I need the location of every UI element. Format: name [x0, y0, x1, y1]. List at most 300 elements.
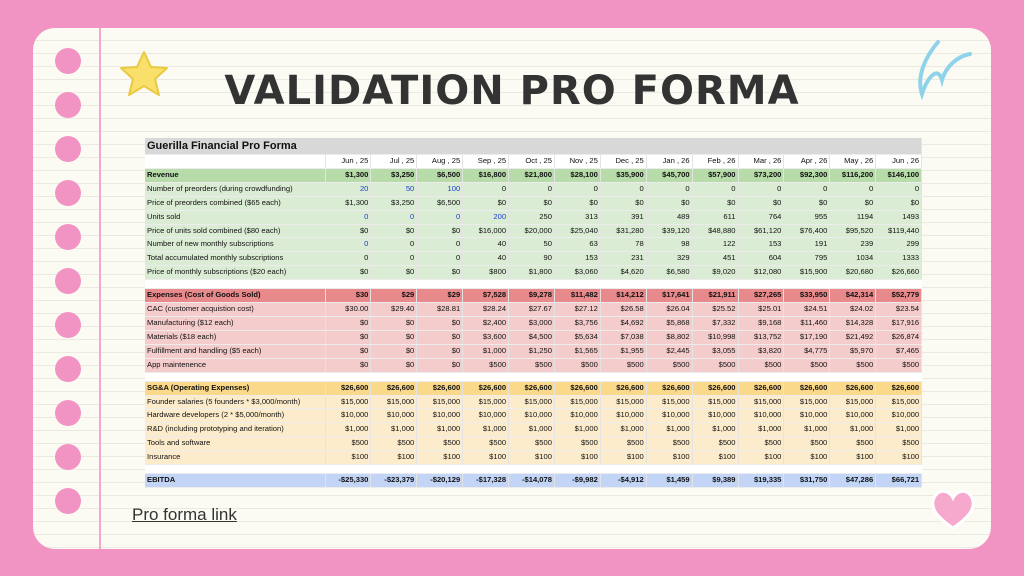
value-cell[interactable]: $1,955	[600, 344, 646, 358]
value-cell[interactable]: $500	[876, 358, 922, 372]
value-cell[interactable]: $500	[600, 437, 646, 451]
value-cell[interactable]: $9,168	[738, 316, 784, 330]
value-cell[interactable]: $100	[646, 451, 692, 465]
value-cell[interactable]: $100	[830, 451, 876, 465]
value-cell[interactable]: 0	[830, 182, 876, 196]
value-cell[interactable]: $0	[417, 344, 463, 358]
value-cell[interactable]: $119,440	[876, 224, 922, 238]
value-cell[interactable]: $500	[738, 358, 784, 372]
value-cell[interactable]: 0	[876, 182, 922, 196]
value-cell[interactable]: $0	[371, 358, 417, 372]
ebitda-cell[interactable]: $31,750	[784, 474, 830, 488]
value-cell[interactable]: 0	[692, 182, 738, 196]
section-total-cell[interactable]: $26,600	[600, 381, 646, 395]
value-cell[interactable]: 20	[325, 182, 371, 196]
value-cell[interactable]: $3,250	[371, 196, 417, 210]
value-cell[interactable]: $1,565	[554, 344, 600, 358]
row-label[interactable]: Fulfillment and handling ($5 each)	[145, 344, 325, 358]
value-cell[interactable]: 0	[417, 210, 463, 224]
ebitda-cell[interactable]: $19,335	[738, 474, 784, 488]
value-cell[interactable]: $0	[692, 196, 738, 210]
value-cell[interactable]: $20,680	[830, 266, 876, 280]
value-cell[interactable]: 0	[417, 238, 463, 252]
section-total-cell[interactable]: $73,200	[738, 168, 784, 182]
value-cell[interactable]: $15,000	[876, 395, 922, 409]
value-cell[interactable]: $500	[830, 437, 876, 451]
ebitda-label[interactable]: EBITDA	[145, 474, 325, 488]
value-cell[interactable]: $0	[876, 196, 922, 210]
value-cell[interactable]: $23.54	[876, 303, 922, 317]
row-label[interactable]: Hardware developers (2 * $5,000/month)	[145, 409, 325, 423]
value-cell[interactable]: $500	[876, 437, 922, 451]
value-cell[interactable]: $100	[509, 451, 555, 465]
value-cell[interactable]: $3,820	[738, 344, 784, 358]
section-total-cell[interactable]: $16,800	[463, 168, 509, 182]
section-total-cell[interactable]: $17,641	[646, 289, 692, 303]
section-total-cell[interactable]: $26,600	[830, 381, 876, 395]
value-cell[interactable]: 329	[646, 252, 692, 266]
value-cell[interactable]: 489	[646, 210, 692, 224]
value-cell[interactable]: 1034	[830, 252, 876, 266]
value-cell[interactable]: $15,000	[830, 395, 876, 409]
value-cell[interactable]: $0	[784, 196, 830, 210]
value-cell[interactable]: $10,000	[509, 409, 555, 423]
value-cell[interactable]: $1,000	[600, 423, 646, 437]
ebitda-cell[interactable]: -$20,129	[417, 474, 463, 488]
value-cell[interactable]: 40	[463, 238, 509, 252]
ebitda-cell[interactable]: -$4,912	[600, 474, 646, 488]
value-cell[interactable]: $0	[830, 196, 876, 210]
value-cell[interactable]: $10,000	[417, 409, 463, 423]
value-cell[interactable]: $1,000	[463, 423, 509, 437]
value-cell[interactable]: 0	[325, 210, 371, 224]
value-cell[interactable]: $0	[371, 224, 417, 238]
value-cell[interactable]: 90	[509, 252, 555, 266]
row-label[interactable]: Units sold	[145, 210, 325, 224]
value-cell[interactable]: $6,500	[417, 196, 463, 210]
month-header[interactable]: Jun , 25	[325, 155, 371, 169]
row-label[interactable]: Price of monthly subscriptions ($20 each)	[145, 266, 325, 280]
value-cell[interactable]: $12,080	[738, 266, 784, 280]
value-cell[interactable]: $500	[554, 437, 600, 451]
value-cell[interactable]: 0	[371, 210, 417, 224]
value-cell[interactable]: $10,000	[554, 409, 600, 423]
value-cell[interactable]: 0	[371, 252, 417, 266]
value-cell[interactable]: $24.02	[830, 303, 876, 317]
value-cell[interactable]: $1,000	[692, 423, 738, 437]
section-total-cell[interactable]: $35,900	[600, 168, 646, 182]
value-cell[interactable]: $26,660	[876, 266, 922, 280]
section-total-cell[interactable]: $92,300	[784, 168, 830, 182]
value-cell[interactable]: $100	[738, 451, 784, 465]
section-total-cell[interactable]: $33,950	[784, 289, 830, 303]
value-cell[interactable]: $15,000	[371, 395, 417, 409]
value-cell[interactable]: $15,000	[554, 395, 600, 409]
value-cell[interactable]: $500	[371, 437, 417, 451]
value-cell[interactable]: $20,000	[509, 224, 555, 238]
value-cell[interactable]: $0	[325, 358, 371, 372]
value-cell[interactable]: $0	[371, 330, 417, 344]
value-cell[interactable]: $500	[463, 358, 509, 372]
value-cell[interactable]: $1,000	[646, 423, 692, 437]
section-total-cell[interactable]: $26,600	[509, 381, 555, 395]
value-cell[interactable]: $0	[646, 196, 692, 210]
value-cell[interactable]: $28.81	[417, 303, 463, 317]
row-label[interactable]: App maintenence	[145, 358, 325, 372]
value-cell[interactable]: 299	[876, 238, 922, 252]
value-cell[interactable]: $13,752	[738, 330, 784, 344]
value-cell[interactable]: 1194	[830, 210, 876, 224]
value-cell[interactable]: $5,868	[646, 316, 692, 330]
section-total-cell[interactable]: $28,100	[554, 168, 600, 182]
value-cell[interactable]: $3,060	[554, 266, 600, 280]
section-total-cell[interactable]: $26,600	[692, 381, 738, 395]
section-total-cell[interactable]: $27,265	[738, 289, 784, 303]
value-cell[interactable]: $500	[784, 437, 830, 451]
section-total-cell[interactable]: $21,800	[509, 168, 555, 182]
month-header[interactable]: Apr , 26	[784, 155, 830, 169]
row-label[interactable]: Insurance	[145, 451, 325, 465]
section-total-cell[interactable]: $42,314	[830, 289, 876, 303]
value-cell[interactable]: $2,445	[646, 344, 692, 358]
value-cell[interactable]: $0	[417, 224, 463, 238]
value-cell[interactable]: $1,250	[509, 344, 555, 358]
value-cell[interactable]: $0	[325, 316, 371, 330]
section-total-cell[interactable]: $30	[325, 289, 371, 303]
value-cell[interactable]: $26.58	[600, 303, 646, 317]
section-total-cell[interactable]: $26,600	[417, 381, 463, 395]
month-header[interactable]: Jun , 26	[876, 155, 922, 169]
section-total-cell[interactable]: $57,900	[692, 168, 738, 182]
value-cell[interactable]: $500	[600, 358, 646, 372]
value-cell[interactable]: $1,000	[830, 423, 876, 437]
row-label[interactable]: R&D (including prototyping and iteration)	[145, 423, 325, 437]
value-cell[interactable]: $7,332	[692, 316, 738, 330]
row-label[interactable]: Total accumulated monthly subscriptions	[145, 252, 325, 266]
value-cell[interactable]: 50	[371, 182, 417, 196]
value-cell[interactable]: $15,000	[509, 395, 555, 409]
value-cell[interactable]: $500	[509, 358, 555, 372]
value-cell[interactable]: 0	[509, 182, 555, 196]
value-cell[interactable]: $15,000	[325, 395, 371, 409]
value-cell[interactable]: $30.00	[325, 303, 371, 317]
value-cell[interactable]: $100	[371, 451, 417, 465]
value-cell[interactable]: $0	[417, 330, 463, 344]
value-cell[interactable]: 955	[784, 210, 830, 224]
value-cell[interactable]: $10,000	[600, 409, 646, 423]
value-cell[interactable]: $500	[646, 358, 692, 372]
pro-forma-link[interactable]: Pro forma link	[132, 505, 237, 524]
month-header[interactable]: Dec , 25	[600, 155, 646, 169]
value-cell[interactable]: $15,000	[600, 395, 646, 409]
section-total-cell[interactable]: $29	[371, 289, 417, 303]
value-cell[interactable]: 1493	[876, 210, 922, 224]
value-cell[interactable]: $1,000	[554, 423, 600, 437]
value-cell[interactable]: 122	[692, 238, 738, 252]
value-cell[interactable]: $0	[554, 196, 600, 210]
value-cell[interactable]: $500	[646, 437, 692, 451]
section-total-cell[interactable]: $29	[417, 289, 463, 303]
month-header[interactable]: May , 26	[830, 155, 876, 169]
value-cell[interactable]: $3,756	[554, 316, 600, 330]
value-cell[interactable]: 313	[554, 210, 600, 224]
value-cell[interactable]: $76,400	[784, 224, 830, 238]
ebitda-cell[interactable]: -$14,078	[509, 474, 555, 488]
value-cell[interactable]: 40	[463, 252, 509, 266]
row-label[interactable]: Number of preorders (during crowdfunding)	[145, 182, 325, 196]
row-label[interactable]: Tools and software	[145, 437, 325, 451]
month-header-blank[interactable]	[145, 155, 325, 169]
value-cell[interactable]: 200	[463, 210, 509, 224]
value-cell[interactable]: $1,000	[417, 423, 463, 437]
section-total-cell[interactable]: $1,300	[325, 168, 371, 182]
section-total-cell[interactable]: $14,212	[600, 289, 646, 303]
value-cell[interactable]: $27.12	[554, 303, 600, 317]
section-total-cell[interactable]: $26,600	[876, 381, 922, 395]
value-cell[interactable]: $26.04	[646, 303, 692, 317]
value-cell[interactable]: 604	[738, 252, 784, 266]
value-cell[interactable]: $0	[371, 316, 417, 330]
month-header[interactable]: Jul , 25	[371, 155, 417, 169]
row-label[interactable]: Materials ($18 each)	[145, 330, 325, 344]
value-cell[interactable]: $0	[417, 266, 463, 280]
value-cell[interactable]: $17,190	[784, 330, 830, 344]
value-cell[interactable]: $6,580	[646, 266, 692, 280]
value-cell[interactable]: 764	[738, 210, 784, 224]
value-cell[interactable]: $5,634	[554, 330, 600, 344]
value-cell[interactable]: 231	[600, 252, 646, 266]
section-total-cell[interactable]: $26,600	[325, 381, 371, 395]
value-cell[interactable]: $1,000	[738, 423, 784, 437]
value-cell[interactable]: $4,500	[509, 330, 555, 344]
value-cell[interactable]: $16,000	[463, 224, 509, 238]
value-cell[interactable]: $100	[554, 451, 600, 465]
value-cell[interactable]: $100	[417, 451, 463, 465]
value-cell[interactable]: $0	[738, 196, 784, 210]
ebitda-cell[interactable]: -$25,330	[325, 474, 371, 488]
value-cell[interactable]: $500	[738, 437, 784, 451]
row-label[interactable]: Number of new monthly subscriptions	[145, 238, 325, 252]
ebitda-cell[interactable]: -$9,982	[554, 474, 600, 488]
value-cell[interactable]: 391	[600, 210, 646, 224]
value-cell[interactable]: $0	[417, 316, 463, 330]
value-cell[interactable]: $39,120	[646, 224, 692, 238]
value-cell[interactable]: 1333	[876, 252, 922, 266]
value-cell[interactable]: 153	[738, 238, 784, 252]
value-cell[interactable]: $0	[371, 344, 417, 358]
value-cell[interactable]: $500	[692, 358, 738, 372]
value-cell[interactable]: 78	[600, 238, 646, 252]
value-cell[interactable]: $1,000	[784, 423, 830, 437]
value-cell[interactable]: $10,000	[646, 409, 692, 423]
ebitda-cell[interactable]: -$23,379	[371, 474, 417, 488]
value-cell[interactable]: $7,038	[600, 330, 646, 344]
sheet-title[interactable]: Guerilla Financial Pro Forma	[145, 138, 922, 155]
value-cell[interactable]: $10,000	[692, 409, 738, 423]
value-cell[interactable]: $0	[417, 358, 463, 372]
row-label[interactable]: Manufacturing ($12 each)	[145, 316, 325, 330]
value-cell[interactable]: $10,000	[325, 409, 371, 423]
value-cell[interactable]: $100	[784, 451, 830, 465]
section-total-cell[interactable]: $9,278	[509, 289, 555, 303]
value-cell[interactable]: $0	[463, 196, 509, 210]
value-cell[interactable]: 0	[417, 252, 463, 266]
value-cell[interactable]: $800	[463, 266, 509, 280]
value-cell[interactable]: 63	[554, 238, 600, 252]
value-cell[interactable]: $17,916	[876, 316, 922, 330]
value-cell[interactable]: $15,000	[646, 395, 692, 409]
section-total-cell[interactable]: $26,600	[371, 381, 417, 395]
value-cell[interactable]: $0	[325, 330, 371, 344]
month-header[interactable]: Mar , 26	[738, 155, 784, 169]
value-cell[interactable]: $15,000	[784, 395, 830, 409]
value-cell[interactable]: 0	[554, 182, 600, 196]
value-cell[interactable]: $5,970	[830, 344, 876, 358]
value-cell[interactable]: $7,465	[876, 344, 922, 358]
value-cell[interactable]: $14,328	[830, 316, 876, 330]
value-cell[interactable]: $10,000	[463, 409, 509, 423]
row-label[interactable]: CAC (customer acquistion cost)	[145, 303, 325, 317]
section-total-cell[interactable]: $26,600	[738, 381, 784, 395]
value-cell[interactable]: 0	[325, 252, 371, 266]
value-cell[interactable]: $24.51	[784, 303, 830, 317]
value-cell[interactable]: $95,520	[830, 224, 876, 238]
section-total-cell[interactable]: $7,528	[463, 289, 509, 303]
value-cell[interactable]: $1,000	[463, 344, 509, 358]
value-cell[interactable]: $21,492	[830, 330, 876, 344]
value-cell[interactable]: 0	[371, 238, 417, 252]
value-cell[interactable]: $29.40	[371, 303, 417, 317]
section-total-cell[interactable]: $11,482	[554, 289, 600, 303]
month-header[interactable]: Sep , 25	[463, 155, 509, 169]
value-cell[interactable]: 0	[738, 182, 784, 196]
value-cell[interactable]: $3,055	[692, 344, 738, 358]
value-cell[interactable]: 611	[692, 210, 738, 224]
section-total-cell[interactable]: $21,911	[692, 289, 738, 303]
value-cell[interactable]: $500	[692, 437, 738, 451]
value-cell[interactable]: $1,300	[325, 196, 371, 210]
value-cell[interactable]: $15,900	[784, 266, 830, 280]
value-cell[interactable]: $1,000	[509, 423, 555, 437]
section-total-cell[interactable]: $3,250	[371, 168, 417, 182]
ebitda-cell[interactable]: $66,721	[876, 474, 922, 488]
value-cell[interactable]: $9,020	[692, 266, 738, 280]
value-cell[interactable]: $500	[417, 437, 463, 451]
value-cell[interactable]: 795	[784, 252, 830, 266]
value-cell[interactable]: 0	[600, 182, 646, 196]
value-cell[interactable]: 0	[646, 182, 692, 196]
value-cell[interactable]: $15,000	[692, 395, 738, 409]
section-header-label[interactable]: Expenses (Cost of Goods Sold)	[145, 289, 325, 303]
ebitda-cell[interactable]: $1,459	[646, 474, 692, 488]
section-total-cell[interactable]: $26,600	[646, 381, 692, 395]
section-total-cell[interactable]: $146,100	[876, 168, 922, 182]
section-total-cell[interactable]: $45,700	[646, 168, 692, 182]
value-cell[interactable]: $0	[325, 344, 371, 358]
value-cell[interactable]: $0	[371, 266, 417, 280]
value-cell[interactable]: $100	[692, 451, 738, 465]
ebitda-cell[interactable]: $47,286	[830, 474, 876, 488]
section-total-cell[interactable]: $52,779	[876, 289, 922, 303]
row-label[interactable]: Founder salaries (5 founders * $3,000/month)	[145, 395, 325, 409]
section-header-label[interactable]: Revenue	[145, 168, 325, 182]
value-cell[interactable]: 451	[692, 252, 738, 266]
ebitda-cell[interactable]: $9,389	[692, 474, 738, 488]
value-cell[interactable]: 191	[784, 238, 830, 252]
value-cell[interactable]: 0	[784, 182, 830, 196]
value-cell[interactable]: $27.67	[509, 303, 555, 317]
value-cell[interactable]: $100	[600, 451, 646, 465]
value-cell[interactable]: $10,000	[876, 409, 922, 423]
section-header-label[interactable]: SG&A (Operating Expenses)	[145, 381, 325, 395]
value-cell[interactable]: 250	[509, 210, 555, 224]
value-cell[interactable]: $10,000	[784, 409, 830, 423]
value-cell[interactable]: $25,040	[554, 224, 600, 238]
value-cell[interactable]: $61,120	[738, 224, 784, 238]
value-cell[interactable]: $10,000	[738, 409, 784, 423]
value-cell[interactable]: $500	[554, 358, 600, 372]
value-cell[interactable]: $500	[509, 437, 555, 451]
ebitda-cell[interactable]: -$17,328	[463, 474, 509, 488]
value-cell[interactable]: 0	[325, 238, 371, 252]
value-cell[interactable]: $2,400	[463, 316, 509, 330]
value-cell[interactable]: 100	[417, 182, 463, 196]
value-cell[interactable]: 153	[554, 252, 600, 266]
value-cell[interactable]: $31,280	[600, 224, 646, 238]
value-cell[interactable]: $3,000	[509, 316, 555, 330]
month-header[interactable]: Nov , 25	[554, 155, 600, 169]
section-total-cell[interactable]: $26,600	[554, 381, 600, 395]
value-cell[interactable]: $10,998	[692, 330, 738, 344]
value-cell[interactable]: $1,000	[325, 423, 371, 437]
value-cell[interactable]: $1,000	[371, 423, 417, 437]
value-cell[interactable]: $4,692	[600, 316, 646, 330]
section-total-cell[interactable]: $26,600	[463, 381, 509, 395]
value-cell[interactable]: $11,460	[784, 316, 830, 330]
value-cell[interactable]: $100	[463, 451, 509, 465]
value-cell[interactable]: $0	[600, 196, 646, 210]
value-cell[interactable]: $10,000	[830, 409, 876, 423]
row-label[interactable]: Price of preorders combined ($65 each)	[145, 196, 325, 210]
value-cell[interactable]: $26,874	[876, 330, 922, 344]
value-cell[interactable]: $15,000	[463, 395, 509, 409]
value-cell[interactable]: $15,000	[417, 395, 463, 409]
month-header[interactable]: Aug , 25	[417, 155, 463, 169]
value-cell[interactable]: $25.52	[692, 303, 738, 317]
value-cell[interactable]: $500	[325, 437, 371, 451]
value-cell[interactable]: $500	[784, 358, 830, 372]
value-cell[interactable]: 239	[830, 238, 876, 252]
value-cell[interactable]: $4,620	[600, 266, 646, 280]
value-cell[interactable]: $1,000	[876, 423, 922, 437]
value-cell[interactable]: $3,600	[463, 330, 509, 344]
value-cell[interactable]: $0	[325, 224, 371, 238]
value-cell[interactable]: 0	[463, 182, 509, 196]
value-cell[interactable]: $500	[463, 437, 509, 451]
value-cell[interactable]: $8,802	[646, 330, 692, 344]
value-cell[interactable]: $100	[325, 451, 371, 465]
value-cell[interactable]: 50	[509, 238, 555, 252]
value-cell[interactable]: $0	[325, 266, 371, 280]
section-total-cell[interactable]: $6,500	[417, 168, 463, 182]
value-cell[interactable]: $15,000	[738, 395, 784, 409]
value-cell[interactable]: $28.24	[463, 303, 509, 317]
month-header[interactable]: Feb , 26	[692, 155, 738, 169]
value-cell[interactable]: $4,775	[784, 344, 830, 358]
section-total-cell[interactable]: $26,600	[784, 381, 830, 395]
value-cell[interactable]: $500	[830, 358, 876, 372]
value-cell[interactable]: $100	[876, 451, 922, 465]
